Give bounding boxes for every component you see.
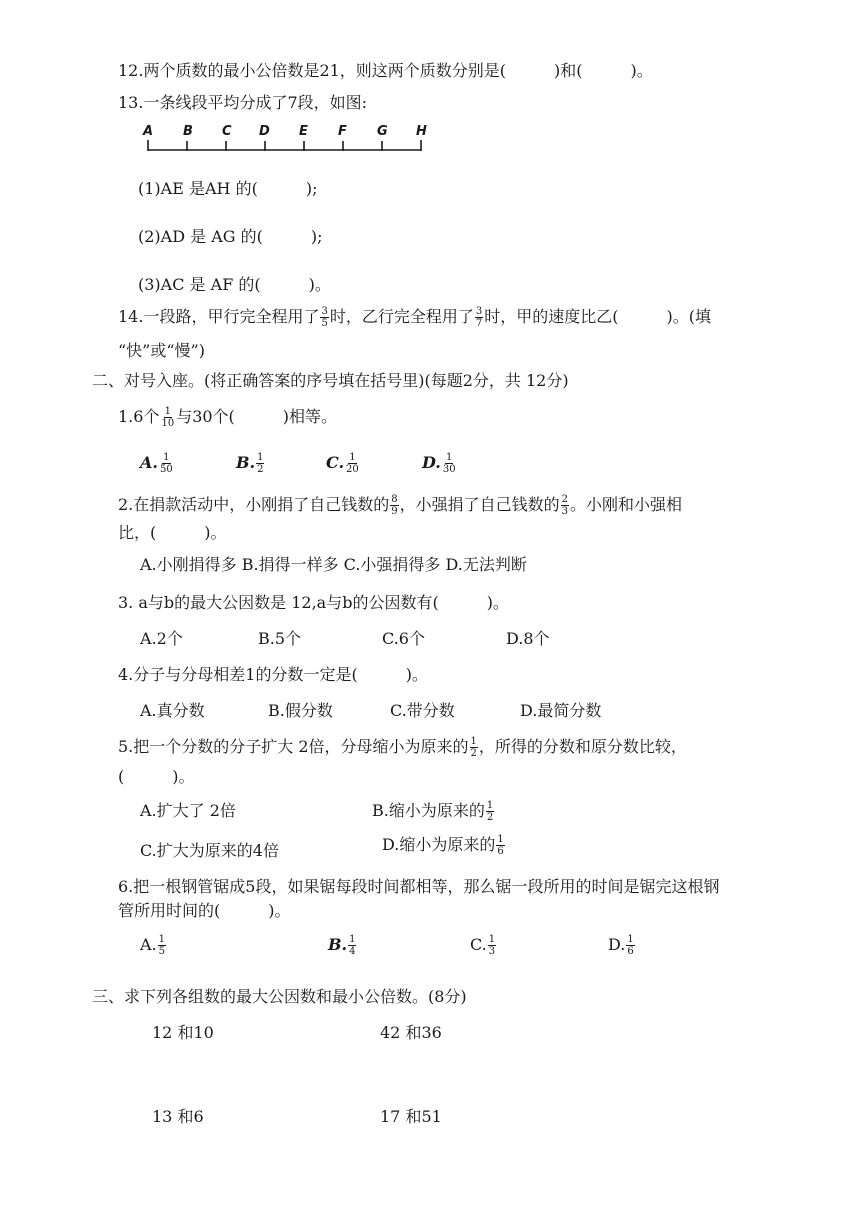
s2-q2-options: A.小刚捐得多 B.捐得一样多 C.小强捐得多 D.无法判断	[140, 555, 527, 574]
s2-q4-option-a: A.真分数	[140, 701, 205, 720]
point-label-d: D	[259, 124, 270, 139]
pair-3: 13 和6	[152, 1107, 204, 1126]
s2-q3-option-d: D.8个	[506, 629, 550, 648]
s2-q6-option-b: B. $\frac{1}{4}$	[328, 934, 356, 957]
s2-q1-option-c: C. $\frac{1}{20}$	[326, 452, 359, 475]
s2-q6-option-d: D. $\frac{1}{6}$	[608, 934, 634, 957]
s2-question-2-line-1: 2.在捐款活动中，小刚捐了自己钱数的 $\frac{8}{9}$ ，小强捐了自己钱数的 $\frac{2}{3}$ 。小刚和小强相	[118, 494, 683, 517]
s2-q5-option-a: A.扩大了 2倍	[140, 801, 236, 820]
s2-question-1: 1.6个 $\frac{1}{10}$ 与30个( )相等。	[118, 406, 338, 429]
point-label-c: C	[222, 124, 232, 139]
pair-1: 12 和10	[152, 1023, 214, 1042]
question-13-sub-2: (2)AD 是 AG 的( );	[138, 227, 323, 246]
s2-q5-option-c: C.扩大为原来的4倍	[140, 841, 279, 860]
q14-text-3: 时，甲的速度比乙( )。(填	[484, 307, 711, 326]
s2-q3-option-b: B.5个	[258, 629, 302, 648]
pair-2: 42 和36	[380, 1023, 442, 1042]
point-label-b: B	[183, 124, 193, 139]
point-label-h: H	[416, 124, 427, 139]
s2-q5-option-b: B.缩小为原来的 $\frac{1}{2}$	[372, 800, 494, 823]
s2-q6-option-c: C. $\frac{1}{3}$	[470, 934, 496, 957]
question-13-sub-3: (3)AC 是 AF 的( )。	[138, 275, 331, 294]
s2-question-6-line-2: 管所用时间的( )。	[118, 901, 291, 920]
point-label-g: G	[377, 124, 388, 139]
s2-q3-option-c: C.6个	[382, 629, 425, 648]
question-13-sub-1: (1)AE 是AH 的( );	[138, 179, 318, 198]
s2-q4-option-c: C.带分数	[390, 701, 455, 720]
s2-question-2-line-2: 比，( )。	[118, 523, 227, 542]
fraction-1-10: $\frac{1}{10}$	[161, 406, 175, 429]
s2-question-5-line-1: 5.把一个分数的分子扩大 2倍，分母缩小为原来的 $\frac{1}{2}$ ，所得的分数和原分数比较，	[118, 736, 687, 759]
question-14-line-2: “快”或“慢”)	[118, 341, 205, 360]
s2-question-6-line-1: 6.把一根钢管锯成5段，如果锯每段时间都相等，那么锯一段所用的时间是锯完这根钢	[118, 877, 720, 896]
section-3-heading: 三、求下列各组数的最大公因数和最小公倍数。(8分)	[92, 987, 467, 1006]
s2-q5-option-d: D.缩小为原来的 $\frac{1}{6}$	[382, 834, 504, 857]
s2-question-3: 3. a与b的最大公因数是 12,a与b的公因数有( )。	[118, 593, 509, 612]
fraction-1-2: $\frac{1}{2}$	[470, 736, 477, 759]
question-12: 12.两个质数的最小公倍数是21，则这两个质数分别是( )和( )。	[118, 61, 653, 80]
segment-line	[140, 124, 440, 156]
point-label-e: E	[299, 124, 308, 139]
s2-q1-option-d: D. $\frac{1}{30}$	[422, 452, 456, 475]
fraction-3-5: $\frac{3}{5}$	[321, 306, 328, 329]
fraction-2-3: $\frac{2}{3}$	[561, 494, 569, 517]
s2-q1-option-b: B. $\frac{1}{2}$	[236, 452, 264, 475]
q14-text-1: 14.一段路，甲行完全程用了	[118, 307, 320, 326]
s2-q4-option-d: D.最简分数	[520, 701, 602, 720]
s2-q4-option-b: B.假分数	[268, 701, 333, 720]
point-label-f: F	[338, 124, 347, 139]
section-2-heading: 二、对号入座。(将正确答案的序号填在括号里)(每题2分，共 12分)	[92, 371, 569, 390]
fraction-8-9: $\frac{8}{9}$	[391, 494, 398, 517]
question-14-line-1	[118, 306, 711, 329]
fraction-3-7: $\frac{3}{7}$	[475, 306, 483, 329]
s2-question-4: 4.分子与分母相差1的分数一定是( )。	[118, 665, 428, 684]
s2-q6-option-a: A. $\frac{1}{5}$	[140, 934, 166, 957]
q14-text-2: 时，乙行完全程用了	[329, 307, 474, 326]
s2-q3-option-a: A.2个	[140, 629, 183, 648]
pair-4: 17 和51	[380, 1107, 442, 1126]
point-label-a: A	[143, 124, 154, 139]
segment-diagram	[140, 124, 440, 156]
s2-question-5-line-2: ( )。	[118, 767, 195, 786]
s2-q1-option-a: A. $\frac{1}{50}$	[140, 452, 173, 475]
question-13-stem: 13.一条线段平均分成了7段，如图:	[118, 93, 368, 112]
